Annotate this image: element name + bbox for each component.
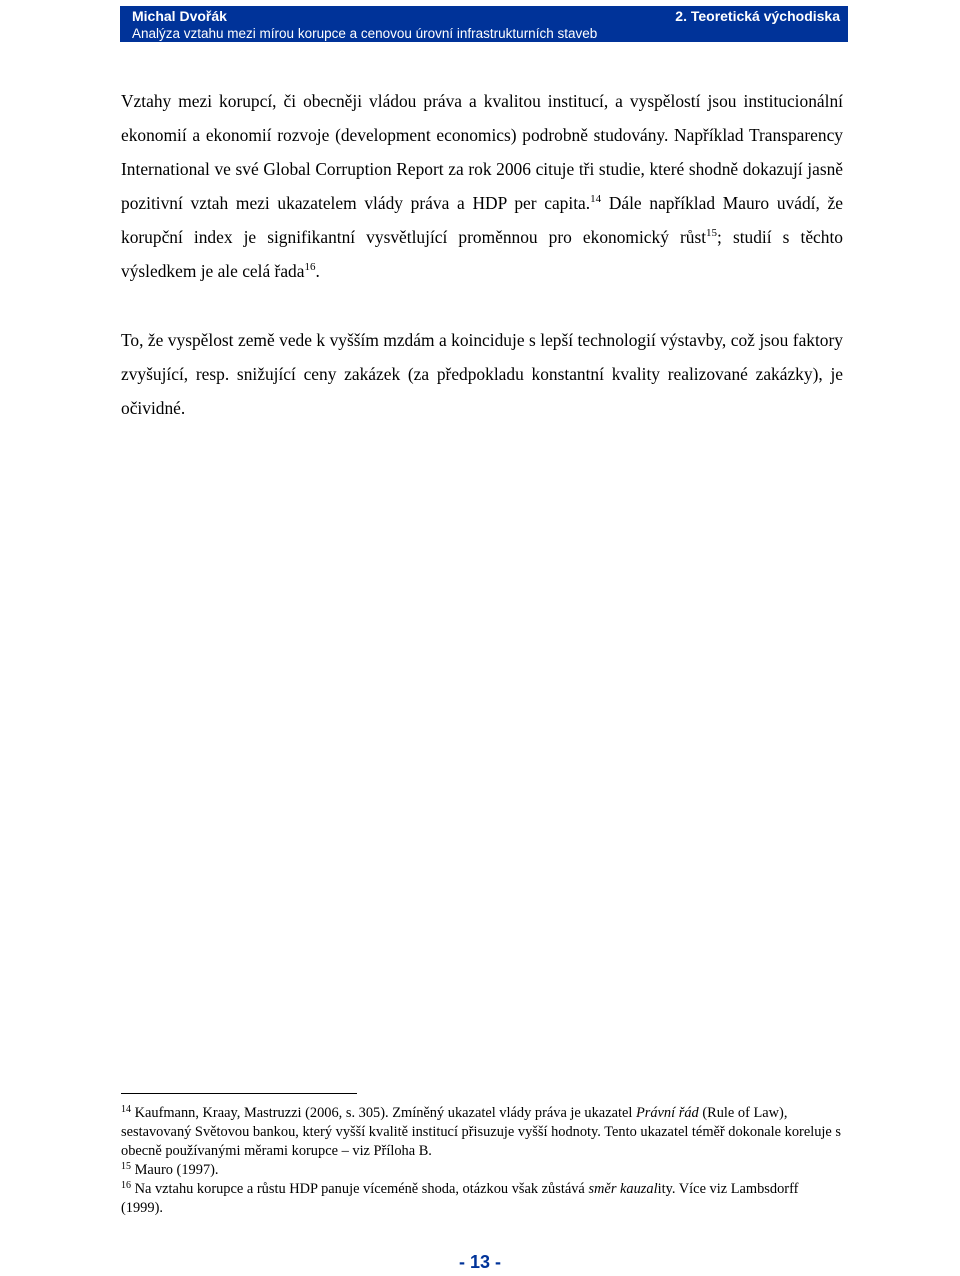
footnote-16 bbox=[121, 1180, 843, 1218]
footnotes-section bbox=[121, 1104, 843, 1218]
footnote-number: 15 bbox=[121, 1161, 131, 1172]
header-subtitle: Analýza vztahu mezi mírou korupce a cenovou úrovní infrastrukturních staveb bbox=[132, 26, 598, 41]
page-header-top-row bbox=[132, 8, 840, 25]
header-chapter: 2. Teoretická východiska bbox=[675, 8, 840, 24]
paragraph-segment: ; studií s těchto výsledkem je ale celá řada bbox=[121, 227, 843, 281]
footnote-italic: Právní řád bbox=[635, 1105, 699, 1121]
footnote-reference[interactable]: 15 bbox=[706, 227, 718, 239]
page-header-content bbox=[132, 8, 840, 42]
footnote-segment: Mauro (1997). bbox=[131, 1162, 219, 1178]
footnote-segment: (Rule of Law), sestavovaný Světovou bankou, který vyšší kvalitě institucí přisuzuje vyšší hodnoty. Tento ukazatel téměř dokonale koreluje s obecně používanými měrami korupce – viz Příloha B. bbox=[121, 1105, 841, 1159]
page-number: - 13 - bbox=[458, 1252, 501, 1272]
header-author: Michal Dvořák bbox=[132, 8, 227, 24]
paragraph-segment: Dále například Mauro uvádí, že korupční index je signifikantní vysvětlující proměnnou pro ekonomický růst bbox=[121, 193, 843, 247]
page-header bbox=[120, 6, 848, 42]
footnote-segment: Kaufmann, Kraay, Mastruzzi (2006, s. 305). Zmíněný ukazatel vlády práva je ukazatel bbox=[131, 1105, 636, 1121]
footnote-number: 16 bbox=[121, 1180, 131, 1191]
footnote-reference[interactable]: 16 bbox=[304, 261, 316, 273]
footnote-reference[interactable]: 14 bbox=[590, 193, 602, 205]
footnote-italic: směr kauzal bbox=[588, 1181, 658, 1197]
paragraph-text bbox=[121, 84, 843, 288]
footnote-segment: Na vztahu korupce a růstu HDP panuje víceméně shoda, otázkou však zůstává bbox=[131, 1181, 589, 1197]
footnote-separator bbox=[121, 1093, 357, 1094]
footnote-number: 14 bbox=[121, 1104, 131, 1115]
footnote-14 bbox=[121, 1104, 843, 1161]
body-paragraph-2 bbox=[121, 323, 843, 425]
footnote-segment: ity. Více viz Lambsdorff (1999). bbox=[121, 1181, 799, 1216]
body-paragraph-1 bbox=[121, 84, 843, 288]
paragraph-text: To, že vyspělost země vede k vyšším mzdám a koinciduje s lepší technologií výstavby, což jsou faktory zvyšující, resp. snižující ceny zakázek (za předpokladu konstantní kvality realizované zakázky), je očividné. bbox=[121, 330, 843, 418]
paragraph-segment: . bbox=[315, 261, 320, 281]
footnote-15 bbox=[121, 1161, 843, 1180]
paragraph-segment: Vztahy mezi korupcí, či obecněji vládou práva a kvalitou institucí, a vyspělostí jsou institucionální ekonomií a ekonomií rozvoje (development economics) podrobně studovány. Například Transparency International ve své Global Corruption Report za rok 2006 cituje tři studie, které shodně dokazují jasně pozitivní vztah mezi ukazatelem vlády práva a HDP per capita. bbox=[121, 91, 843, 213]
